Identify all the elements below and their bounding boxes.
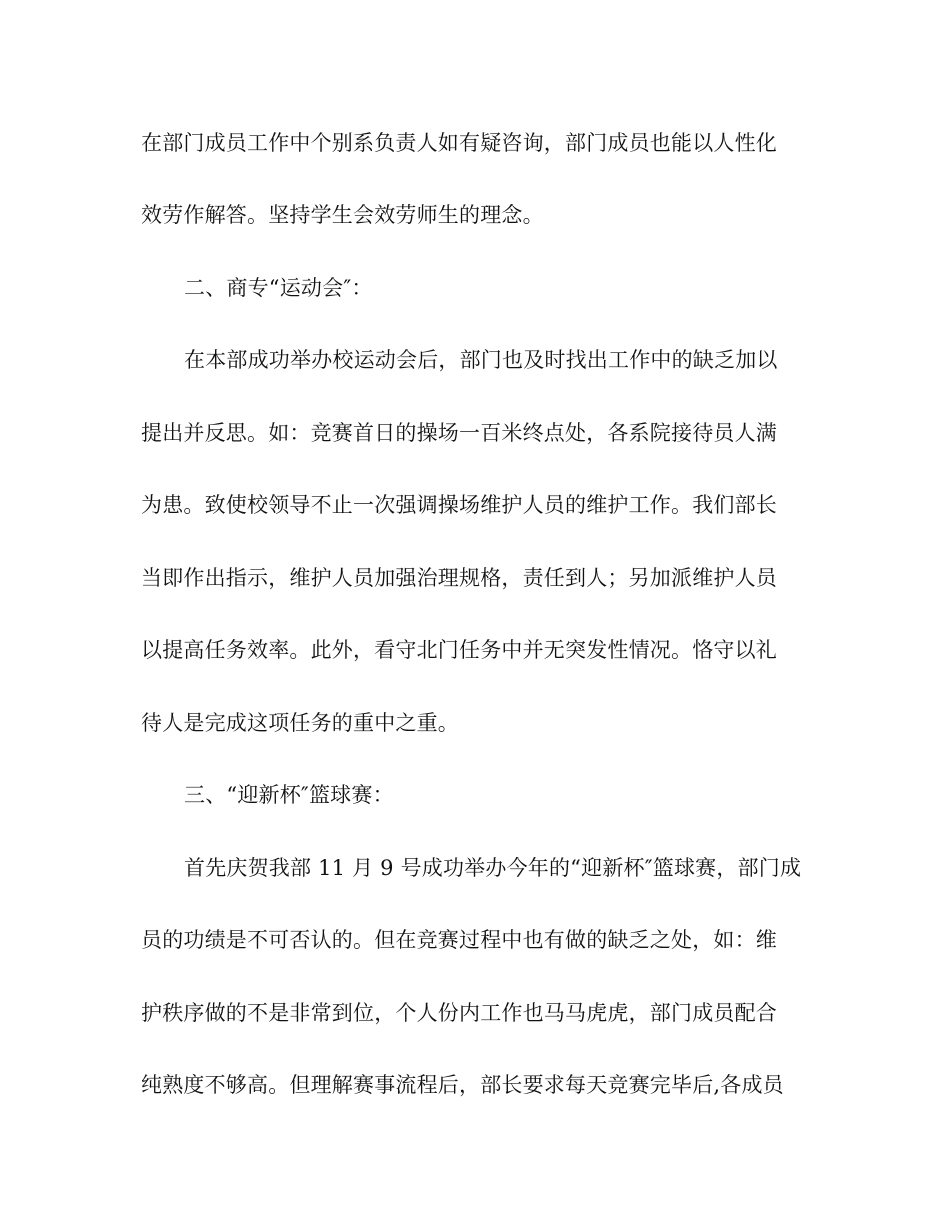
- paragraph-line: 待人是完成这项任务的重中之重。: [141, 711, 459, 735]
- paragraph-line: 在部门成员工作中个别系负责人如有疑咨询，部门成员也能以人性化: [141, 131, 777, 155]
- section-heading-sports-meet: 二、商专“运动会″：: [184, 276, 373, 300]
- section-heading-basketball: 三、“迎新杯″篮球赛：: [184, 783, 394, 807]
- paragraph-line: 在本部成功举办校运动会后，部门也及时找出工作中的缺乏加以: [184, 348, 778, 372]
- paragraph-line: 护秩序做的不是非常到位，个人份内工作也马马虎虎，部门成员配合: [141, 1001, 777, 1025]
- paragraph-line: 当即作出指示，维护人员加强治理规格，责任到人；另加派维护人员: [141, 566, 777, 590]
- paragraph-line: 效劳作解答。坚持学生会效劳师生的理念。: [141, 203, 544, 227]
- paragraph-line: 以提高任务效率。此外，看守北门任务中并无突发性情况。恪守以礼: [141, 638, 777, 662]
- paragraph-line: 提出并反思。如：竞赛首日的操场一百米终点处，各系院接待员人满: [141, 421, 777, 445]
- paragraph-line: 首先庆贺我部 11 月 9 号成功举办今年的“迎新杯″篮球赛，部门成: [184, 856, 802, 880]
- paragraph-line: 员的功绩是不可否认的。但在竞赛过程中也有做的缺乏之处，如：维: [141, 928, 777, 952]
- paragraph-line: 纯熟度不够高。但理解赛事流程后，部长要求每天竞赛完毕后,各成员: [141, 1073, 784, 1097]
- paragraph-line: 为患。致使校领导不止一次强调操场维护人员的维护工作。我们部长: [141, 493, 777, 517]
